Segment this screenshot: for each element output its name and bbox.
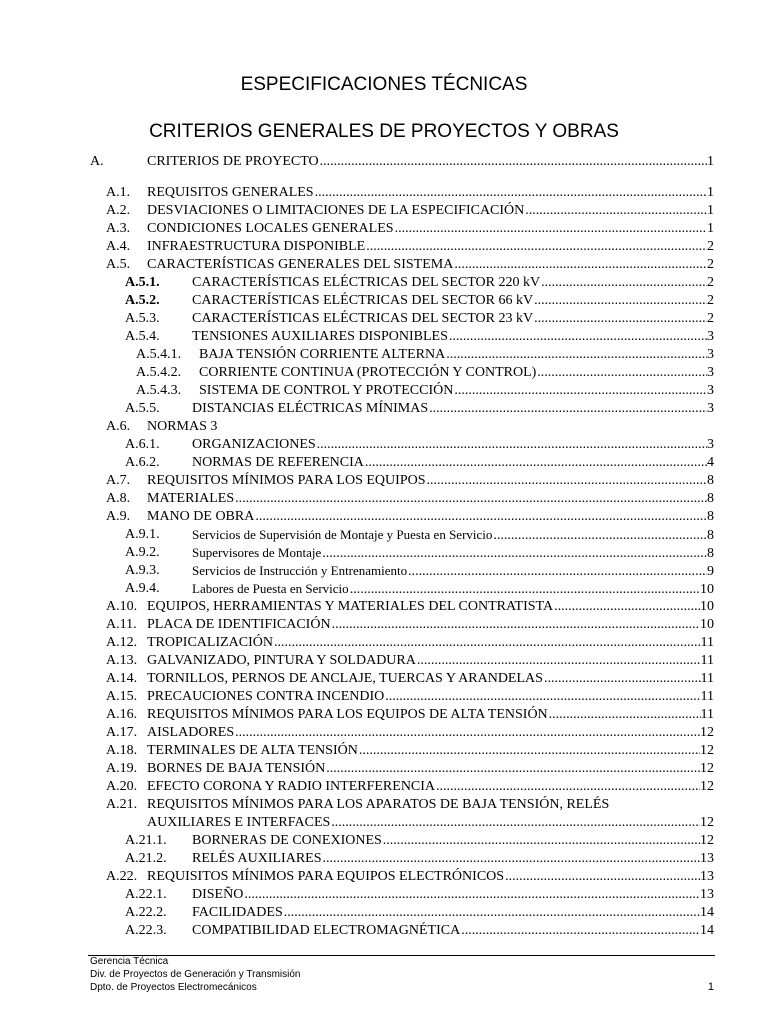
toc-entry[interactable] <box>0 760 768 778</box>
toc-entry-title: INFRAESTRUCTURA DISPONIBLE <box>147 239 366 254</box>
document-title: ESPECIFICACIONES TÉCNICAS <box>240 74 528 95</box>
toc-entry-page: 11 <box>700 671 714 686</box>
toc-entry-number: A.5.4.2. <box>136 365 182 380</box>
footer-department: Gerencia Técnica <box>90 956 169 967</box>
toc-entry-number: A.15. <box>106 689 138 704</box>
toc-entry-page: 1 <box>707 221 714 236</box>
toc-entry[interactable] <box>0 814 768 832</box>
toc-entry-number: A.21.1. <box>125 833 167 848</box>
toc-entry-number: A.19. <box>106 761 138 776</box>
document-subtitle: CRITERIOS GENERALES DE PROYECTOS Y OBRAS <box>149 121 619 142</box>
toc-entry-number: A.6.2. <box>125 455 160 470</box>
toc-entry-title: ORGANIZACIONES <box>192 437 316 452</box>
toc-entry-number: A.9.2. <box>125 545 160 560</box>
toc-entry-page: 3 <box>707 401 714 416</box>
toc-entry-title: BAJA TENSIÓN CORRIENTE ALTERNA <box>199 347 446 362</box>
toc-entry[interactable] <box>0 886 768 904</box>
toc-dot-leader <box>533 292 707 310</box>
toc-entry-number: A.16. <box>106 707 138 722</box>
toc-entry[interactable] <box>0 382 768 400</box>
toc-entry-page: 11 <box>700 653 714 668</box>
toc-entry-title: MATERIALES <box>147 491 235 506</box>
toc-entry-number: A. <box>90 154 104 169</box>
toc-entry-number: A.22.2. <box>125 905 167 920</box>
toc-entry-page: 3 <box>707 365 714 380</box>
toc-dot-leader <box>553 598 700 616</box>
toc-entry[interactable] <box>0 832 768 850</box>
toc-entry-title: PRECAUCIONES CONTRA INCENDIO <box>147 689 385 704</box>
toc-entry-page: 14 <box>700 923 714 938</box>
toc-entry[interactable] <box>0 634 768 652</box>
toc-entry-title: CARACTERÍSTICAS ELÉCTRICAS DEL SECTOR 220 kV <box>192 275 541 290</box>
toc-entry-page: 10 <box>700 599 714 614</box>
toc-entry-page: 1 <box>707 185 714 200</box>
toc-dot-leader <box>322 850 701 868</box>
toc-entry-title: NORMAS 3 <box>147 419 218 434</box>
footer-divider <box>88 955 715 956</box>
toc-entry-page: 2 <box>707 275 714 290</box>
toc-entry[interactable] <box>0 202 768 220</box>
toc-entry-title: TORNILLOS, PERNOS DE ANCLAJE, TUERCAS Y ARANDELAS <box>147 671 543 686</box>
toc-entry-title: REQUISITOS MÍNIMOS PARA EQUIPOS ELECTRÓNICOS <box>147 869 505 884</box>
toc-entry-page: 4 <box>707 455 714 470</box>
toc-entry[interactable] <box>0 742 768 760</box>
toc-entry[interactable] <box>0 153 768 171</box>
toc-entry-number: A.9. <box>106 509 131 524</box>
toc-entry-page: 3 <box>707 383 714 398</box>
toc-entry-page: 2 <box>707 293 714 308</box>
toc-entry-page: 8 <box>707 473 714 488</box>
toc-entry[interactable] <box>0 400 768 418</box>
toc-entry-title: CRITERIOS DE PROYECTO <box>147 154 319 169</box>
toc-entry-number: A.12. <box>106 635 138 650</box>
toc-dot-leader <box>445 346 707 364</box>
toc-dot-leader <box>460 922 700 940</box>
toc-entry-title: DISTANCIAS ELÉCTRICAS MÍNIMAS <box>192 401 429 416</box>
toc-dot-leader <box>316 436 707 454</box>
toc-entry-title: REQUISITOS MÍNIMOS PARA LOS APARATOS DE BAJA TENSIÓN, RELÉS <box>147 797 610 812</box>
toc-entry-page: 9 <box>707 564 714 579</box>
toc-dot-leader <box>543 670 701 688</box>
toc-entry-page: 2 <box>707 239 714 254</box>
toc-entry[interactable] <box>0 922 768 940</box>
toc-entry-page: 13 <box>700 851 714 866</box>
toc-entry-page: 3 <box>707 329 714 344</box>
toc-dot-leader <box>364 454 707 472</box>
toc-entry-page: 2 <box>707 311 714 326</box>
footer-division: Div. de Proyectos de Generación y Transmisión <box>90 969 301 980</box>
toc-entry-title: AUXILIARES E INTERFACES <box>147 815 331 830</box>
toc-entry[interactable] <box>0 292 768 310</box>
toc-entry-title: BORNERAS DE CONEXIONES <box>192 833 382 848</box>
toc-entry-page: 8 <box>707 509 714 524</box>
toc-dot-leader <box>234 490 707 508</box>
toc-dot-leader <box>314 184 707 202</box>
toc-entry-number: A.22.3. <box>125 923 167 938</box>
toc-entry-page: 11 <box>700 635 714 650</box>
toc-entry[interactable] <box>0 418 768 436</box>
toc-entry-title: CARACTERÍSTICAS GENERALES DEL SISTEMA <box>147 257 454 272</box>
toc-dot-leader <box>426 472 708 490</box>
toc-entry-number: A.8. <box>106 491 131 506</box>
toc-dot-leader <box>540 274 707 292</box>
toc-entry[interactable] <box>0 490 768 508</box>
toc-dot-leader <box>330 814 700 832</box>
toc-entry-page: 11 <box>700 689 714 704</box>
toc-entry-title: SISTEMA DE CONTROL Y PROTECCIÓN <box>199 383 454 398</box>
toc-entry-number: A.22. <box>106 869 138 884</box>
toc-entry-title: TENSIONES AUXILIARES DISPONIBLES <box>192 329 448 344</box>
toc-entry-number: A.10. <box>106 599 138 614</box>
toc-entry-number: A.5.4.3. <box>136 383 182 398</box>
toc-entry[interactable] <box>0 904 768 922</box>
toc-entry-number: A.5.4.1. <box>136 347 182 362</box>
toc-entry-title: PLACA DE IDENTIFICACIÓN <box>147 617 331 632</box>
toc-entry-page: 12 <box>700 725 714 740</box>
toc-entry-title: DESVIACIONES O LIMITACIONES DE LA ESPECIFICACIÓN <box>147 203 525 218</box>
toc-dot-leader <box>349 581 700 599</box>
toc-entry-title: BORNES DE BAJA TENSIÓN <box>147 761 326 776</box>
toc-entry-title: Supervisores de Montaje <box>192 545 322 560</box>
toc-dot-leader <box>254 508 707 526</box>
toc-entry-title: CONDICIONES LOCALES GENERALES <box>147 221 394 236</box>
toc-entry-title: COMPATIBILIDAD ELECTROMAGNÉTICA <box>192 923 461 938</box>
toc-entry[interactable] <box>0 778 768 796</box>
toc-dot-leader <box>548 706 701 724</box>
toc-entry[interactable] <box>0 688 768 706</box>
toc-entry-title: CORRIENTE CONTINUA (PROTECCIÓN Y CONTROL) <box>199 365 537 380</box>
toc-entry-page: 12 <box>700 815 714 830</box>
toc-entry[interactable] <box>0 184 768 202</box>
toc-entry[interactable] <box>0 238 768 256</box>
toc-entry-title: FACILIDADES <box>192 905 283 920</box>
toc-entry-number: A.9.4. <box>125 581 160 596</box>
toc-dot-leader <box>319 153 707 171</box>
toc-entry[interactable] <box>0 274 768 292</box>
toc-dot-leader <box>382 832 700 850</box>
toc-entry[interactable] <box>0 724 768 742</box>
toc-entry-number: A.9.3. <box>125 563 160 578</box>
toc-entry-page: 1 <box>707 154 714 169</box>
toc-entry-number: A.5.1. <box>125 275 160 290</box>
toc-entry[interactable] <box>0 472 768 490</box>
toc-entry-title: AISLADORES <box>147 725 235 740</box>
toc-dot-leader <box>273 634 701 652</box>
toc-dot-leader <box>331 616 700 634</box>
toc-entry-page: 10 <box>700 582 714 597</box>
toc-entry[interactable] <box>0 256 768 274</box>
toc-entry[interactable] <box>0 544 768 562</box>
toc-entry-page: 12 <box>700 833 714 848</box>
toc-entry-number: A.21. <box>106 797 138 812</box>
toc-entry-page: 1 <box>707 203 714 218</box>
toc-entry[interactable] <box>0 328 768 346</box>
toc-entry[interactable] <box>0 364 768 382</box>
toc-dot-leader <box>453 382 707 400</box>
toc-dot-leader <box>428 400 707 418</box>
toc-entry-number: A.5.2. <box>125 293 160 308</box>
toc-entry-number: A.5.4. <box>125 329 160 344</box>
toc-dot-leader <box>533 310 707 328</box>
toc-dot-leader <box>453 256 707 274</box>
toc-dot-leader <box>358 742 700 760</box>
toc-entry-number: A.1. <box>106 185 131 200</box>
toc-entry-page: 12 <box>700 761 714 776</box>
toc-dot-leader <box>536 364 707 382</box>
toc-entry-title: GALVANIZADO, PINTURA Y SOLDADURA <box>147 653 416 668</box>
toc-entry[interactable] <box>0 706 768 724</box>
toc-entry-title: NORMAS DE REFERENCIA <box>192 455 364 470</box>
toc-entry-title: Servicios de Supervisión de Montaje y Puesta en Servicio <box>192 527 493 542</box>
page-number: 1 <box>707 981 714 993</box>
toc-entry[interactable] <box>0 616 768 634</box>
toc-entry[interactable] <box>0 346 768 364</box>
toc-dot-leader <box>504 868 700 886</box>
toc-entry-page: 8 <box>707 546 714 561</box>
toc-entry[interactable] <box>0 868 768 886</box>
toc-entry[interactable] <box>0 508 768 526</box>
toc-entry[interactable] <box>0 670 768 688</box>
toc-entry-title: MANO DE OBRA <box>147 509 255 524</box>
toc-entry-number: A.5.5. <box>125 401 160 416</box>
toc-entry-title: CARACTERÍSTICAS ELÉCTRICAS DEL SECTOR 66 kV <box>192 293 534 308</box>
toc-dot-leader <box>243 886 700 904</box>
toc-entry-page: 3 <box>707 347 714 362</box>
toc-entry-page: 8 <box>707 491 714 506</box>
toc-entry[interactable] <box>0 454 768 472</box>
toc-entry-title: REQUISITOS GENERALES <box>147 185 314 200</box>
toc-dot-leader <box>407 563 707 581</box>
toc-entry-title: Servicios de Instrucción y Entrenamiento <box>192 563 408 578</box>
toc-entry[interactable] <box>0 436 768 454</box>
toc-entry-title: REQUISITOS MÍNIMOS PARA LOS EQUIPOS DE ALTA TENSIÓN <box>147 707 548 722</box>
toc-entry-number: A.5. <box>106 257 131 272</box>
toc-entry-number: A.6. <box>106 419 131 434</box>
toc-dot-leader <box>325 760 700 778</box>
toc-entry-number: A.21.2. <box>125 851 167 866</box>
toc-entry-number: A.9.1. <box>125 527 160 542</box>
toc-entry-number: A.13. <box>106 653 138 668</box>
toc-entry-number: A.18. <box>106 743 138 758</box>
toc-entry-page: 2 <box>707 257 714 272</box>
toc-entry-title: TERMINALES DE ALTA TENSIÓN <box>147 743 358 758</box>
toc-entry-number: A.4. <box>106 239 131 254</box>
toc-entry-page: 3 <box>707 437 714 452</box>
toc-entry-title: TROPICALIZACIÓN <box>147 635 273 650</box>
toc-entry-number: A.2. <box>106 203 131 218</box>
toc-entry-title: EFECTO CORONA Y RADIO INTERFERENCIA <box>147 779 436 794</box>
toc-entry-number: A.7. <box>106 473 131 488</box>
toc-entry[interactable] <box>0 796 768 814</box>
toc-entry[interactable] <box>0 580 768 598</box>
toc-entry-number: A.20. <box>106 779 138 794</box>
toc-entry-number: A.22.1. <box>125 887 167 902</box>
toc-entry-page: 10 <box>700 617 714 632</box>
footer-office: Dpto. de Proyectos Electromecánicos <box>90 982 257 993</box>
toc-entry-number: A.14. <box>106 671 138 686</box>
toc-entry-page: 12 <box>700 779 714 794</box>
toc-dot-leader <box>234 724 700 742</box>
toc-entry-title: EQUIPOS, HERRAMIENTAS Y MATERIALES DEL CONTRATISTA <box>147 599 554 614</box>
toc-entry[interactable] <box>0 220 768 238</box>
toc-entry-page: 13 <box>700 869 714 884</box>
toc-dot-leader <box>283 904 700 922</box>
toc-dot-leader <box>492 527 707 545</box>
toc-dot-leader <box>384 688 700 706</box>
toc-dot-leader <box>435 778 700 796</box>
toc-entry-page: 14 <box>700 905 714 920</box>
toc-dot-leader <box>394 220 707 238</box>
toc-entry[interactable] <box>0 652 768 670</box>
toc-entry-title: REQUISITOS MÍNIMOS PARA LOS EQUIPOS <box>147 473 426 488</box>
toc-entry-title: CARACTERÍSTICAS ELÉCTRICAS DEL SECTOR 23 kV <box>192 311 534 326</box>
toc-entry-page: 13 <box>700 887 714 902</box>
toc-dot-leader <box>321 545 707 563</box>
toc-entry-number: A.17. <box>106 725 138 740</box>
toc-dot-leader <box>416 652 701 670</box>
toc-entry[interactable] <box>0 562 768 580</box>
toc-dot-leader <box>448 328 707 346</box>
toc-entry-title: Labores de Puesta en Servicio <box>192 581 349 596</box>
toc-entry-number: A.5.3. <box>125 311 160 326</box>
toc-entry-title: RELÉS AUXILIARES <box>192 851 322 866</box>
toc-entry-page: 12 <box>700 743 714 758</box>
toc-entry[interactable] <box>0 850 768 868</box>
toc-entry-number: A.3. <box>106 221 131 236</box>
toc-entry[interactable] <box>0 526 768 544</box>
toc-entry-number: A.11. <box>106 617 137 632</box>
toc-entry-page: 11 <box>700 707 714 722</box>
toc-entry[interactable] <box>0 310 768 328</box>
toc-entry-page: 8 <box>707 528 714 543</box>
toc-entry[interactable] <box>0 598 768 616</box>
toc-dot-leader <box>524 202 707 220</box>
toc-entry-title: DISEÑO <box>192 887 244 902</box>
toc-entry-number: A.6.1. <box>125 437 160 452</box>
toc-dot-leader <box>365 238 707 256</box>
